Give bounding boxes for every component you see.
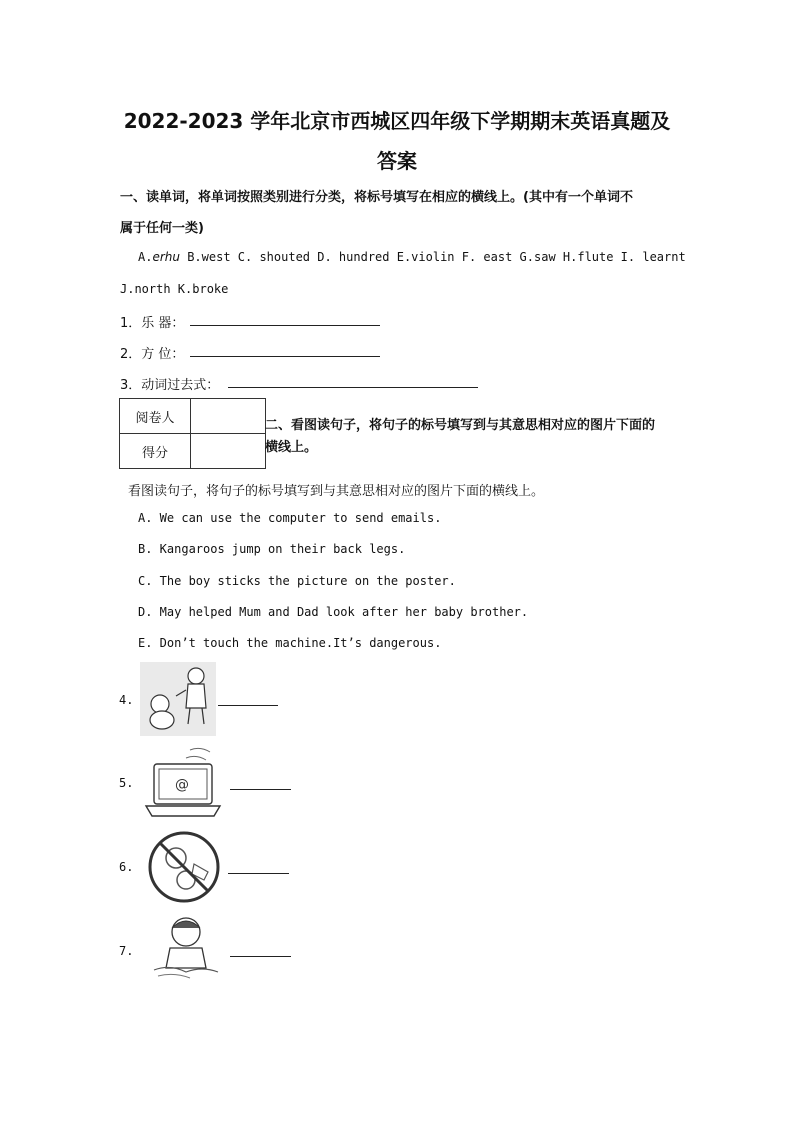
score-cell[interactable] <box>191 434 266 469</box>
word-erhu: erhu <box>152 250 180 264</box>
item-7-blank[interactable] <box>230 955 291 957</box>
word-list-line2: J.north K.broke <box>120 282 229 296</box>
item-7-number: 7. <box>119 944 134 958</box>
section2-heading-cont: 横线上。 <box>265 440 318 455</box>
boy-sticking-picture-image <box>150 912 222 982</box>
sentence-a: A. We can use the computer to send emails. <box>138 511 442 525</box>
section2-instruction: 看图读句子，将句子的标号填写到与其意思相对应的图片下面的横线上。 <box>128 484 545 499</box>
category-past-tense-blank[interactable] <box>228 386 478 388</box>
page-title-cont: 答案 <box>377 149 417 173</box>
category-past-tense-label: 3．动词过去式： <box>120 378 220 393</box>
laptop-email-image <box>140 746 226 820</box>
category-instruments-blank[interactable] <box>190 324 380 326</box>
section1-heading-cont: 属于任何一类) <box>120 221 204 236</box>
children-playing-image <box>140 662 216 736</box>
word-list-line1: A.erhu B.west C. shouted D. hundred E.violin F. east G.saw H.flute I. learnt <box>138 250 686 264</box>
reviewer-cell[interactable] <box>191 399 266 434</box>
reviewer-label: 阅卷人 <box>120 399 191 434</box>
no-touch-machine-image <box>146 830 222 904</box>
category-directions-label: 2．方 位： <box>120 347 185 362</box>
page-title: 2022-2023 学年北京市西城区四年级下学期期末英语真题及 <box>123 109 671 133</box>
section2-heading: 二、看图读句子，将句子的标号填写到与其意思相对应的图片下面的 <box>265 418 656 433</box>
category-instruments-label: 1．乐 器： <box>120 316 185 331</box>
item-4-number: 4. <box>119 693 134 707</box>
sentence-e: E. Don’t touch the machine.It’s dangerous. <box>138 636 442 650</box>
item-5-blank[interactable] <box>230 788 291 790</box>
item-4-blank[interactable] <box>218 704 278 706</box>
item-5-number: 5. <box>119 776 134 790</box>
svg-text:@: @ <box>175 777 189 793</box>
score-label: 得分 <box>120 434 191 469</box>
sentence-c: C. The boy sticks the picture on the poster. <box>138 574 456 588</box>
category-directions-blank[interactable] <box>190 355 380 357</box>
sentence-d: D. May helped Mum and Dad look after her baby brother. <box>138 605 529 619</box>
sentence-b: B. Kangaroos jump on their back legs. <box>138 542 406 556</box>
item-6-blank[interactable] <box>228 872 289 874</box>
section1-heading: 一、读单词，将单词按照类别进行分类，将标号填写在相应的横线上。(其中有一个单词不 <box>120 190 633 205</box>
score-table <box>119 398 266 469</box>
item-6-number: 6. <box>119 860 134 874</box>
